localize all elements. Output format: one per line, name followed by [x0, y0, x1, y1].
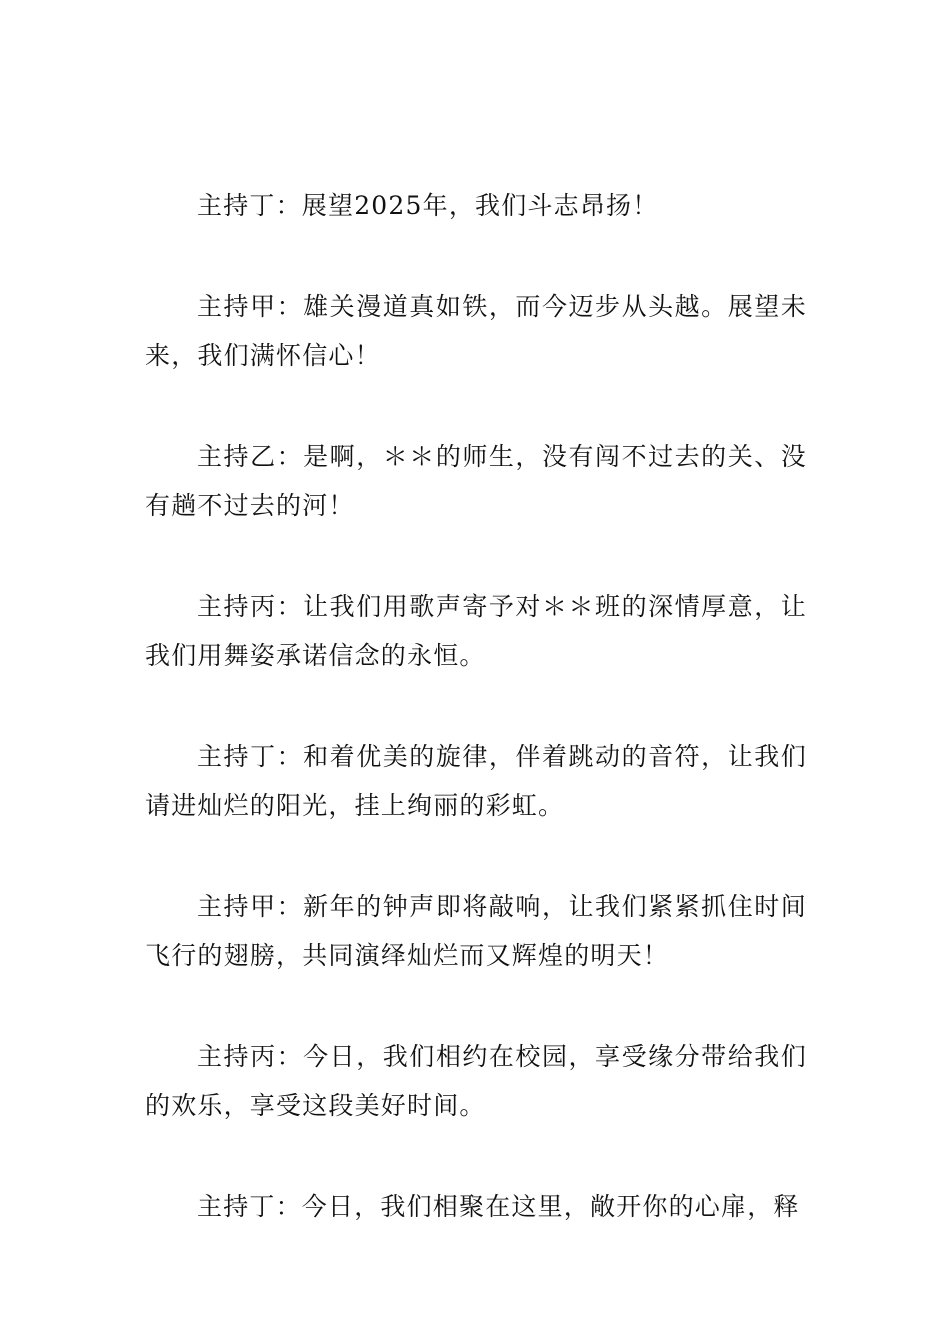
- paragraph-3: 主持乙：是啊，＊＊的师生，没有闯不过去的关、没有趟不过去的河！: [145, 442, 807, 520]
- document-body: [145, 181, 807, 1283]
- paragraph-7: 主持丙：今日，我们相约在校园，享受缘分带给我们的欢乐，享受这段美好时间。: [145, 1042, 807, 1120]
- paragraph-5: 主持丁：和着优美的旋律，伴着跳动的音符，让我们请进灿烂的阳光，挂上绚丽的彩虹。: [145, 742, 807, 820]
- paragraph-6: 主持甲：新年的钟声即将敲响，让我们紧紧抓住时间飞行的翅膀，共同演绎灿烂而又辉煌的明天！: [145, 892, 807, 970]
- paragraph-1: 主持丁：展望2025年，我们斗志昂扬！: [197, 191, 659, 220]
- paragraph-8: 主持丁：今日，我们相聚在这里，敞开你的心扉，释: [197, 1192, 800, 1221]
- paragraph-4: 主持丙：让我们用歌声寄予对＊＊班的深情厚意，让我们用舞姿承诺信念的永恒。: [145, 592, 807, 670]
- paragraph-2: 主持甲：雄关漫道真如铁，而今迈步从头越。展望未来，我们满怀信心！: [145, 292, 807, 370]
